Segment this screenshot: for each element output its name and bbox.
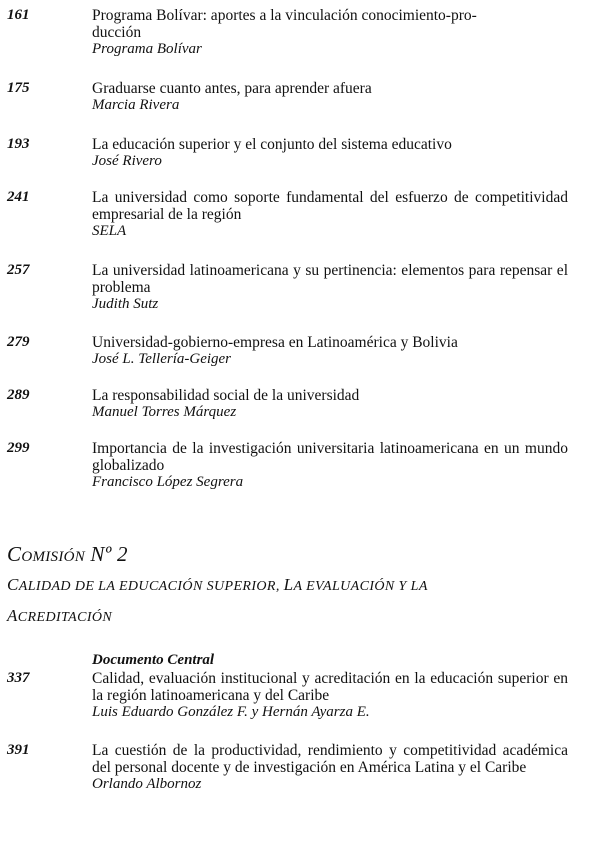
entry-title: Calidad, evaluación institucional y acreditación en la educación superior en la región latinoamericana y del Caribe [92, 670, 568, 704]
entry-author: SELA [92, 223, 127, 239]
entry-title: La educación superior y el conjunto del sistema educativo [92, 136, 452, 153]
entry-title [92, 7, 568, 41]
page-number: 193 [7, 136, 30, 152]
page-number: 391 [7, 742, 30, 758]
entry-author: Programa Bolívar [92, 41, 202, 57]
page-number: 279 [7, 334, 30, 350]
entry-title: La universidad como soporte fundamental del esfuerzo de competitividad empresarial de la región [92, 189, 568, 223]
entry-author: Judith Sutz [92, 296, 159, 312]
entry-title-line: ducción [92, 24, 142, 41]
theme-rest: A EVALUACIÓN Y LA [293, 579, 428, 594]
entry-author: Orlando Albornoz [92, 776, 202, 792]
page-number: 175 [7, 80, 30, 96]
page-number: 299 [7, 440, 30, 456]
page-number: 161 [7, 7, 30, 23]
commission-theme-line [7, 603, 587, 631]
page-number: 241 [7, 189, 30, 205]
entry-author: Manuel Torres Márquez [92, 404, 237, 420]
entry-author: Francisco López Segrera [92, 474, 244, 490]
commission-initial: C [7, 542, 22, 566]
theme-cap: C [7, 575, 19, 594]
section-label: Documento Central [92, 652, 215, 668]
entry-author: José Rivero [92, 153, 162, 169]
entry-title: Graduarse cuanto antes, para aprender afuera [92, 80, 372, 97]
entry-author: Luis Eduardo González F. y Hernán Ayarza E. [92, 704, 370, 720]
page-number: 257 [7, 262, 30, 278]
page-number: 289 [7, 387, 30, 403]
theme-rest: ALIDAD DE LA EDUCACIÓN SUPERIOR, [18, 579, 284, 594]
entry-title: Universidad-gobierno-empresa en Latinoamérica y Bolivia [92, 334, 458, 351]
commission-number: Nº 2 [90, 542, 128, 566]
theme-cap: A [7, 606, 18, 625]
entry-author: José L. Tellería-Geiger [92, 351, 232, 367]
entry-title-line: Programa Bolívar: aportes a la vinculación conocimiento-pro- [92, 7, 477, 24]
theme-rest: CREDITACIÓN [17, 610, 113, 625]
theme-cap: L [283, 575, 294, 594]
entry-title: Importancia de la investigación universitaria latinoamericana en un mundo globalizado [92, 440, 568, 474]
entry-title: La universidad latinoamericana y su pertinencia: elementos para repensar el problema [92, 262, 568, 296]
entry-author: Marcia Rivera [92, 97, 180, 113]
entry-title: La cuestión de la productividad, rendimiento y competitividad académica del personal docente y de investigación en América Latina y el Caribe [92, 742, 568, 776]
entry-title: La responsabilidad social de la universidad [92, 387, 360, 404]
page-number: 337 [7, 670, 30, 686]
commission-theme-line [7, 572, 587, 600]
commission-heading [7, 543, 128, 568]
commission-rest: OMISIÓN [21, 549, 86, 565]
